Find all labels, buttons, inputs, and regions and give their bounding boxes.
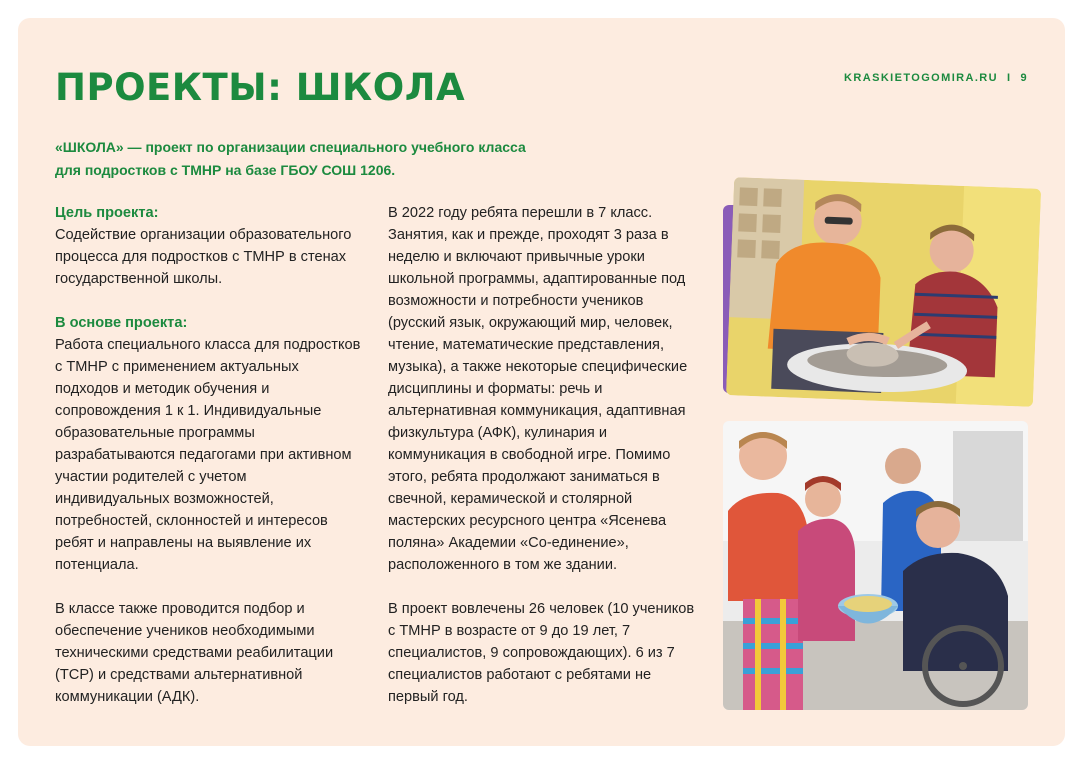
tsr-paragraph: В классе также проводится подбор и обеспечение учеников необходимыми техническими средствами реабилитации (ТСР) и средствами альтернативной коммуникации (АДК). — [55, 601, 334, 705]
class-info-paragraph: В 2022 году ребята перешли в 7 класс. Занятия, как и прежде, проходят 3 раза в неделю и включают привычные уроки школьной программы, адаптированные под возможности и потребности учеников (русский язык, окружающий мир, человек, чтение, математические представления, музыка), а также некоторые специфические дисциплины и форматы: речь и альтернативная коммуникация, адаптивная физкультура (АФК), кулинария и коммуникация в свободной игре. Помимо этого, ребята продолжают заниматься в свечной, керамической и столярной мастерских ресурсного центра «Ясенева поляна» Академии «Со-единение», расположенного в том же здании. — [388, 205, 688, 573]
participants-paragraph: В проект вовлечены 26 человек (10 учеников с ТМНР в возрасте от 9 до 19 лет, 7 специалистов, 9 сопровождающих). 6 из 7 специалистов работают с ребятами не первый год. — [388, 601, 695, 705]
lead-line-1: «ШКОЛА» — проект по организации специального учебного класса — [55, 139, 526, 155]
text-column-left — [55, 202, 362, 730]
goal-heading: Цель проекта: — [55, 205, 159, 221]
goal-text: Содействие организации образовательного процесса для подростков с ТМНР в стенах государственной школы. — [55, 227, 352, 287]
page-number: 9 — [1020, 72, 1028, 84]
basis-text: Работа специального класса для подростков с ТМНР с применением актуальных подходов и методик обучения и сопровождения 1 к 1. Индивидуальные образовательные программы разрабатываются педагогами при активном участии родителей с учетом индивидуальных возможностей, потребностей, склонностей и интересов ребят и направлены на выявление их потенциала. — [55, 337, 361, 573]
lead-line-2: для подростков с ТМНР на базе ГБОУ СОШ 1206. — [55, 162, 396, 178]
page-header-meta — [844, 72, 1028, 84]
basis-section — [55, 312, 362, 576]
goal-section — [55, 202, 362, 290]
basis-heading: В основе проекта: — [55, 315, 188, 331]
text-column-right — [388, 202, 698, 730]
site-link[interactable]: KRASKIETOGOMIRA.RU — [844, 72, 998, 84]
page-title: ПРОЕКТЫ: ШКОЛА — [55, 66, 466, 109]
header-separator: I — [1007, 72, 1012, 84]
pottery-photo — [726, 177, 1041, 407]
group-activity-photo — [723, 421, 1028, 710]
lead-paragraph — [55, 136, 575, 182]
